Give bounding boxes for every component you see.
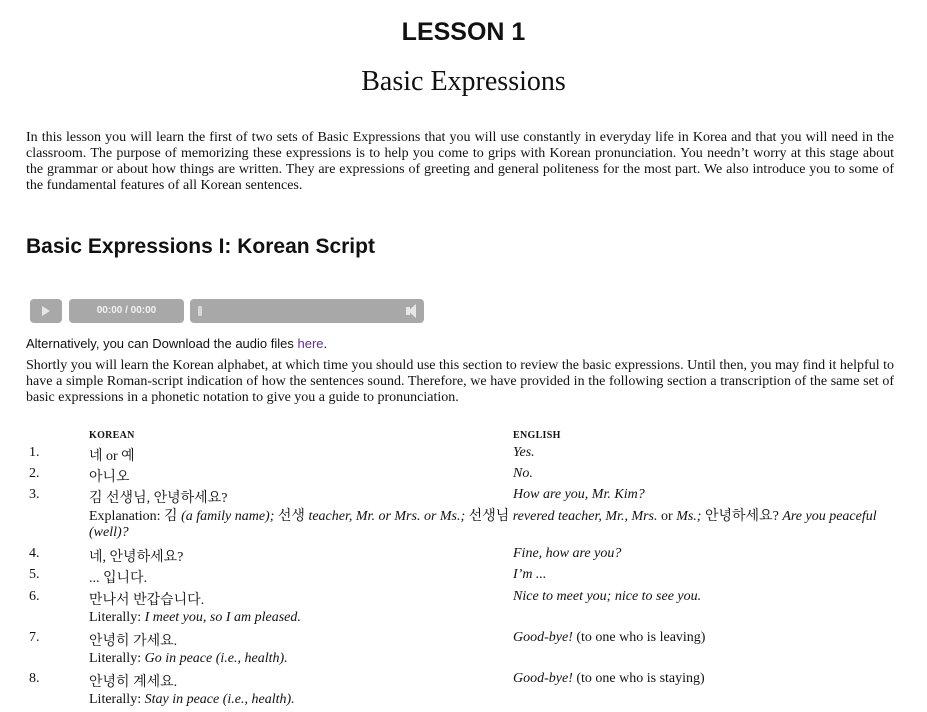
progress-bar[interactable]	[190, 299, 423, 323]
korean-phrase: 만나서 반갑습니다.	[89, 593, 205, 608]
row-number: 4.	[29, 546, 40, 561]
korean-phrase: 네, 안녕하세요?	[89, 550, 184, 565]
explanation-korean: 안녕하세요?	[704, 509, 779, 524]
play-button[interactable]	[30, 299, 62, 323]
row-number: 5.	[29, 567, 40, 582]
literal-label: Literally:	[89, 610, 145, 625]
row-number: 1.	[29, 445, 40, 460]
english-phrase: No.	[513, 466, 533, 481]
english-context: (to one who is staying)	[572, 671, 705, 686]
literal-text: Go in peace (i.e., health).	[144, 651, 288, 666]
intro-paragraph: In this lesson you will learn the first of two sets of Basic Expressions that you will use constantly in everyday life in Korea and that you will need in the classroom. The purpose of memorizing these expressions is to help you come to grips with Korean pronunciation. You needn’t worry at this stage about the grammar or about how things are written. They are expressions of greeting and general politeness for the most part. We also introduce you to some of the fundamental features of all Korean sentences.	[26, 130, 894, 193]
literal-note	[89, 651, 889, 667]
explanation-text: Are you peaceful (well)?	[89, 509, 877, 540]
korean-phrase: 안녕히 계세요.	[89, 675, 178, 690]
page-subtitle: Basic Expressions	[361, 66, 566, 97]
column-header-korean: KOREAN	[89, 430, 135, 441]
mute-button[interactable]	[400, 299, 424, 323]
time-display: 00:00 / 00:00	[69, 299, 184, 323]
explanation-note	[89, 509, 889, 541]
download-link[interactable]: here	[297, 336, 324, 351]
progress-handle[interactable]	[198, 306, 202, 316]
explanation-korean: 선생님	[468, 509, 510, 524]
literal-label: Literally:	[89, 692, 145, 707]
lesson-title: LESSON 1	[401, 18, 526, 46]
literal-note	[89, 692, 889, 708]
korean-phrase: 아니오	[89, 470, 130, 485]
row-number: 3.	[29, 487, 40, 502]
download-text: Alternatively, you can Download the audio files	[26, 336, 298, 351]
audio-player	[30, 299, 424, 325]
english-text: Good-bye!	[513, 630, 573, 645]
english-context: (to one who is leaving)	[572, 630, 706, 645]
play-icon	[42, 306, 50, 316]
english-phrase: I’m ...	[513, 567, 547, 582]
english-phrase: How are you, Mr. Kim?	[513, 487, 645, 502]
transcription-paragraph: Shortly you will learn the Korean alphabet, at which time you should use this section to review the basic expressions. Until then, you may find it helpful to have a simple Roman-script indication of how the sentences sound. Therefore, we have provided in the following section a transcription of the same set of basic expressions in a phonetic notation to give you a guide to pronunciation.	[26, 358, 894, 405]
explanation-text: Ms.;	[672, 509, 705, 524]
literal-text: Stay in peace (i.e., health).	[144, 692, 295, 707]
section-heading: Basic Expressions I: Korean Script	[26, 235, 375, 258]
row-number: 7.	[29, 630, 40, 645]
speaker-cone-icon	[408, 304, 416, 318]
explanation-or: or	[661, 509, 673, 524]
literal-text: I meet you, so I am pleased.	[144, 610, 301, 625]
download-line	[26, 336, 327, 351]
row-number: 8.	[29, 671, 40, 686]
explanation-korean: 김	[164, 509, 178, 524]
literal-note	[89, 610, 889, 626]
row-number: 2.	[29, 466, 40, 481]
explanation-text: (a family name);	[177, 509, 278, 524]
row-number: 6.	[29, 589, 40, 604]
english-phrase: Fine, how are you?	[513, 546, 622, 561]
english-phrase	[513, 671, 705, 687]
korean-phrase: ... 입니다.	[89, 571, 148, 586]
column-header-english: ENGLISH	[513, 430, 561, 441]
korean-phrase: 안녕히 가세요.	[89, 634, 178, 649]
english-text: Good-bye!	[513, 671, 573, 686]
korean-phrase: 네 or 예	[89, 449, 135, 464]
download-suffix: .	[323, 336, 328, 351]
literal-label: Literally:	[89, 651, 145, 666]
explanation-text: teacher, Mr. or Mrs. or Ms.;	[304, 509, 469, 524]
english-phrase: Yes.	[513, 445, 535, 460]
explanation-label: Explanation:	[89, 509, 165, 524]
explanation-korean: 선생	[277, 509, 305, 524]
explanation-text: revered teacher, Mr., Mrs.	[509, 509, 662, 524]
korean-phrase: 김 선생님, 안녕하세요?	[89, 491, 228, 506]
english-phrase: Nice to meet you; nice to see you.	[513, 589, 702, 604]
english-phrase	[513, 630, 705, 646]
